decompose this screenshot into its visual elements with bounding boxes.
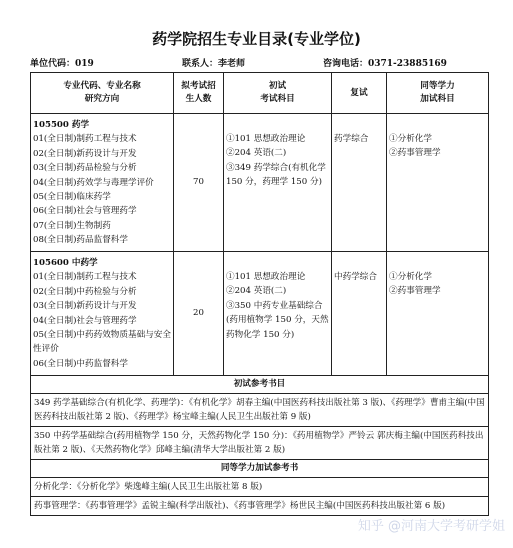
direction: 07(全日制)生物制药 xyxy=(33,220,111,231)
extra-cell xyxy=(387,114,489,252)
major-cell xyxy=(31,252,174,376)
page-title: 药学院招生专业目录(专业学位) xyxy=(152,30,361,48)
contact: 联系人：李老师 xyxy=(182,59,246,69)
ref-row xyxy=(31,427,489,460)
major-row-pharmacy xyxy=(31,114,489,252)
retest-subject: 中药学综合 xyxy=(334,272,377,282)
exam-subject: ②204 英语(二) xyxy=(226,286,287,297)
direction: 08(全日制)药品监督科学 xyxy=(33,235,128,246)
header-exam: 初试 考试科目 xyxy=(224,73,332,114)
direction: 03(全日制)新药设计与开发 xyxy=(33,301,137,312)
extra-cell xyxy=(387,252,489,376)
quota: 20 xyxy=(174,252,224,376)
ref-item: 349 药学基础综合(有机化学、药理学)：《有机化学》胡春主编(中国医药科技出版社第 3 版)、《药理学》曹甫主编(中国医药科技出版社第 2 版)、《药理学》杨宝峰主编(人民卫生出版社第 9 版) xyxy=(31,394,489,427)
header-major: 专业代码、专业名称 研究方向 xyxy=(31,73,174,114)
exam-cell xyxy=(224,252,332,376)
ref-title-row xyxy=(31,376,489,394)
direction: 02(全日制)中药检验与分析 xyxy=(33,286,137,297)
header-quota: 拟考试招 生人数 xyxy=(174,73,224,114)
direction: 04(全日制)药效学与毒理学评价 xyxy=(33,177,154,188)
direction: 02(全日制)新药设计与开发 xyxy=(33,148,137,159)
header-row xyxy=(31,73,489,114)
direction: 05(全日制)临床药学 xyxy=(33,192,111,203)
extra-ref-row xyxy=(31,497,489,516)
major-code-name: 105500 药学 xyxy=(33,120,90,130)
extra-subject: ①分析化学 xyxy=(389,272,432,282)
exam-subject: ③350 中药专业基础综合(药用植物学 150 分，天然药物化学 150 分) xyxy=(226,300,329,340)
exam-subject: ②204 英语(二) xyxy=(226,148,287,159)
direction: 04(全日制)社会与管理药学 xyxy=(33,315,137,326)
catalog-table xyxy=(30,72,489,516)
major-row-tcm xyxy=(31,252,489,376)
watermark: 知乎 @河南大学考研学姐 xyxy=(357,519,505,534)
major-code-name: 105600 中药学 xyxy=(33,258,98,268)
extra-subject: ②药事管理学 xyxy=(389,148,441,159)
extra-subject: ②药事管理学 xyxy=(389,286,441,297)
direction: 03(全日制)药品检验与分析 xyxy=(33,163,137,174)
exam-subject: ①101 思想政治理论 xyxy=(226,272,306,282)
extra-ref-item: 药事管理学：《药事管理学》孟锐主编(科学出版社)、《药事管理学》杨世民主编(中国医药科技出版社第 6 版) xyxy=(31,497,489,516)
major-cell xyxy=(31,114,174,252)
header-retest: 复试 xyxy=(332,73,387,114)
header-extra: 同等学力 加试科目 xyxy=(387,73,489,114)
retest-cell xyxy=(332,114,387,252)
exam-cell xyxy=(224,114,332,252)
ref-section-title: 初试参考书目 xyxy=(31,376,489,394)
extra-ref-title-row xyxy=(31,460,489,478)
direction: 05(全日制)中药药效物质基础与安全性评价 xyxy=(33,330,171,355)
ref-row xyxy=(31,394,489,427)
exam-subject: ①101 思想政治理论 xyxy=(226,134,306,144)
extra-ref-row xyxy=(31,478,489,497)
direction: 01(全日制)制药工程与技术 xyxy=(33,272,137,283)
extra-ref-item: 分析化学：《分析化学》柴逸峰主编(人民卫生出版社第 8 版) xyxy=(31,478,489,497)
direction: 01(全日制)制药工程与技术 xyxy=(33,134,137,145)
extra-subject: ①分析化学 xyxy=(389,134,432,144)
retest-cell xyxy=(332,252,387,376)
ref-item: 350 中药学基础综合(药用植物学 150 分，天然药物化学 150 分)：《药用植物学》严铃云 郭庆梅主编(中国医药科技出版社第 2 版)、《天然药物化学》邱峰主编(清华大学出版社第 2 版) xyxy=(31,427,489,460)
exam-subject: ③349 药学综合(有机化学 150 分，药理学 150 分) xyxy=(226,162,326,188)
phone: 咨询电话：0371-23885169 xyxy=(323,59,447,69)
extra-ref-section-title: 同等学力加试参考书 xyxy=(31,460,489,478)
direction: 06(全日制)社会与管理药学 xyxy=(33,206,137,217)
quota: 70 xyxy=(174,114,224,252)
direction: 06(全日制)中药监督科学 xyxy=(33,358,128,369)
unit-code: 单位代码：019 xyxy=(30,59,94,69)
retest-subject: 药学综合 xyxy=(334,134,369,144)
